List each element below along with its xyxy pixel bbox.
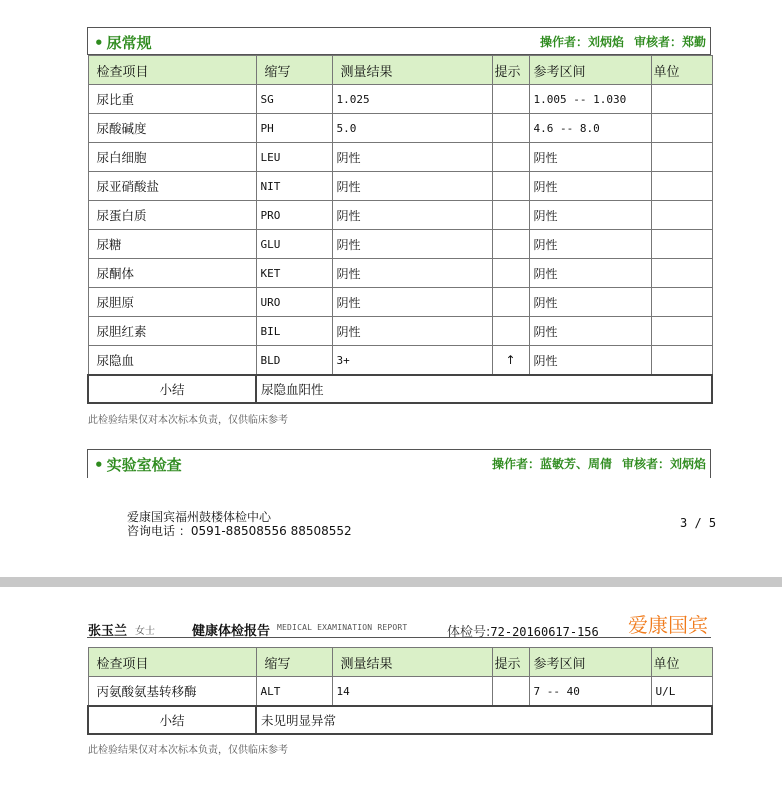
- cell-result: 14: [332, 677, 492, 707]
- cell-range: 1.005 -- 1.030: [529, 85, 651, 114]
- cell-flag: [492, 172, 529, 201]
- table-row: [88, 259, 712, 288]
- cell-flag: [492, 317, 529, 346]
- summary-row: [88, 375, 712, 403]
- cell-abbr: NIT: [256, 172, 332, 201]
- cell-unit: [651, 346, 712, 376]
- cell-unit: [651, 172, 712, 201]
- alt-results-table: [87, 647, 713, 735]
- urine-section-header: [87, 27, 711, 55]
- cell-unit: [651, 317, 712, 346]
- lab-section-header: [87, 449, 711, 478]
- summary-text: 未见明显异常: [256, 706, 712, 734]
- cell-range: 阴性: [529, 259, 651, 288]
- cell-item-name: 尿糖: [88, 230, 256, 259]
- cell-range: 阴性: [529, 201, 651, 230]
- cell-item-name: 尿隐血: [88, 346, 256, 376]
- cell-item-name: 尿胆原: [88, 288, 256, 317]
- cell-flag: ↑: [492, 346, 529, 376]
- col-header-result: 测量结果: [332, 648, 492, 677]
- table-header-row: [88, 56, 712, 85]
- patient-title: 女士: [135, 626, 155, 637]
- cell-range: 阴性: [529, 317, 651, 346]
- header-divider: [87, 637, 711, 638]
- col-header-unit: 单位: [651, 56, 712, 85]
- table-row: [88, 143, 712, 172]
- cell-unit: [651, 288, 712, 317]
- cell-flag: [492, 230, 529, 259]
- cell-item-name: 尿亚硝酸盐: [88, 172, 256, 201]
- table-row: [88, 85, 712, 114]
- cell-range: 4.6 -- 8.0: [529, 114, 651, 143]
- cell-range: 7 -- 40: [529, 677, 651, 707]
- table-row: [88, 201, 712, 230]
- cell-flag: [492, 259, 529, 288]
- report-header: [87, 609, 711, 640]
- col-header-abbr: 缩写: [256, 648, 332, 677]
- exam-number: 体检号:72-20160617-156: [447, 625, 599, 640]
- col-header-result: 测量结果: [332, 56, 492, 85]
- cell-result: 阴性: [332, 230, 492, 259]
- bullet-icon: •: [94, 456, 104, 474]
- table-row: [88, 346, 712, 376]
- summary-label: 小结: [88, 375, 256, 403]
- col-header-abbr: 缩写: [256, 56, 332, 85]
- cell-result: 5.0: [332, 114, 492, 143]
- summary-label: 小结: [88, 706, 256, 734]
- cell-range: 阴性: [529, 172, 651, 201]
- cell-abbr: PRO: [256, 201, 332, 230]
- cell-abbr: SG: [256, 85, 332, 114]
- cell-range: 阴性: [529, 230, 651, 259]
- cell-flag: [492, 85, 529, 114]
- cell-result: 阴性: [332, 288, 492, 317]
- report-title-en: MEDICAL EXAMINATION REPORT: [277, 623, 408, 632]
- col-header-unit: 单位: [651, 648, 712, 677]
- table-row: [88, 114, 712, 143]
- footer-phone: 咨询电话 ：0591-88508556 88508552: [127, 524, 352, 538]
- cell-result: 阴性: [332, 172, 492, 201]
- footer-organization: [127, 510, 352, 538]
- col-header-flag: 提示: [492, 56, 529, 85]
- bullet-icon: •: [94, 34, 104, 52]
- section-operators: 操作者：蓝敏芳、周倩 审核者：刘炳焰: [491, 457, 706, 471]
- cell-flag: [492, 114, 529, 143]
- disclaimer: 此检验结果仅对本次标本负责，仅供临床参考: [88, 415, 288, 426]
- table-row: [88, 677, 712, 707]
- cell-item-name: 尿白细胞: [88, 143, 256, 172]
- cell-item-name: 尿酮体: [88, 259, 256, 288]
- brand-logo: 爱康国宾: [628, 613, 708, 637]
- cell-item-name: 尿比重: [88, 85, 256, 114]
- patient-name: 张玉兰: [88, 624, 128, 639]
- cell-flag: [492, 201, 529, 230]
- cell-result: 阴性: [332, 143, 492, 172]
- page-separator: [0, 577, 782, 587]
- cell-result: 阴性: [332, 201, 492, 230]
- table-header-row: [88, 648, 712, 677]
- cell-abbr: ALT: [256, 677, 332, 707]
- section-title: • 实验室检查: [94, 456, 182, 474]
- table-row: [88, 172, 712, 201]
- cell-abbr: LEU: [256, 143, 332, 172]
- col-header-item: 检查项目: [88, 648, 256, 677]
- col-header-range: 参考区间: [529, 648, 651, 677]
- cell-result: 3+: [332, 346, 492, 376]
- report-title: 健康体检报告: [192, 624, 271, 639]
- cell-item-name: 尿酸碱度: [88, 114, 256, 143]
- cell-item-name: 尿胆红素: [88, 317, 256, 346]
- cell-unit: [651, 259, 712, 288]
- cell-unit: U/L: [651, 677, 712, 707]
- cell-range: 阴性: [529, 143, 651, 172]
- cell-abbr: URO: [256, 288, 332, 317]
- cell-item-name: 丙氨酸氨基转移酶: [88, 677, 256, 707]
- cell-result: 1.025: [332, 85, 492, 114]
- col-header-range: 参考区间: [529, 56, 651, 85]
- cell-abbr: PH: [256, 114, 332, 143]
- cell-abbr: BIL: [256, 317, 332, 346]
- cell-flag: [492, 143, 529, 172]
- page-number: 3 / 5: [680, 516, 717, 530]
- footer-org-name: 爱康国宾福州鼓楼体检中心: [127, 510, 272, 524]
- table-row: [88, 317, 712, 346]
- cell-range: 阴性: [529, 288, 651, 317]
- summary-row: [88, 706, 712, 734]
- cell-unit: [651, 143, 712, 172]
- cell-abbr: KET: [256, 259, 332, 288]
- cell-range: 阴性: [529, 346, 651, 376]
- col-header-item: 检查项目: [88, 56, 256, 85]
- col-header-flag: 提示: [492, 648, 529, 677]
- cell-unit: [651, 230, 712, 259]
- cell-abbr: GLU: [256, 230, 332, 259]
- section-operators: 操作者：刘炳焰 审核者：郑勤: [539, 35, 706, 49]
- table-row: [88, 288, 712, 317]
- cell-flag: [492, 288, 529, 317]
- cell-unit: [651, 85, 712, 114]
- cell-unit: [651, 201, 712, 230]
- cell-item-name: 尿蛋白质: [88, 201, 256, 230]
- summary-text: 尿隐血阳性: [256, 375, 712, 403]
- table-row: [88, 230, 712, 259]
- cell-result: 阴性: [332, 259, 492, 288]
- urine-results-table: [87, 55, 713, 404]
- cell-abbr: BLD: [256, 346, 332, 376]
- disclaimer: 此检验结果仅对本次标本负责，仅供临床参考: [88, 745, 288, 756]
- section-title: • 尿常规: [94, 34, 152, 52]
- cell-unit: [651, 114, 712, 143]
- cell-flag: [492, 677, 529, 707]
- cell-result: 阴性: [332, 317, 492, 346]
